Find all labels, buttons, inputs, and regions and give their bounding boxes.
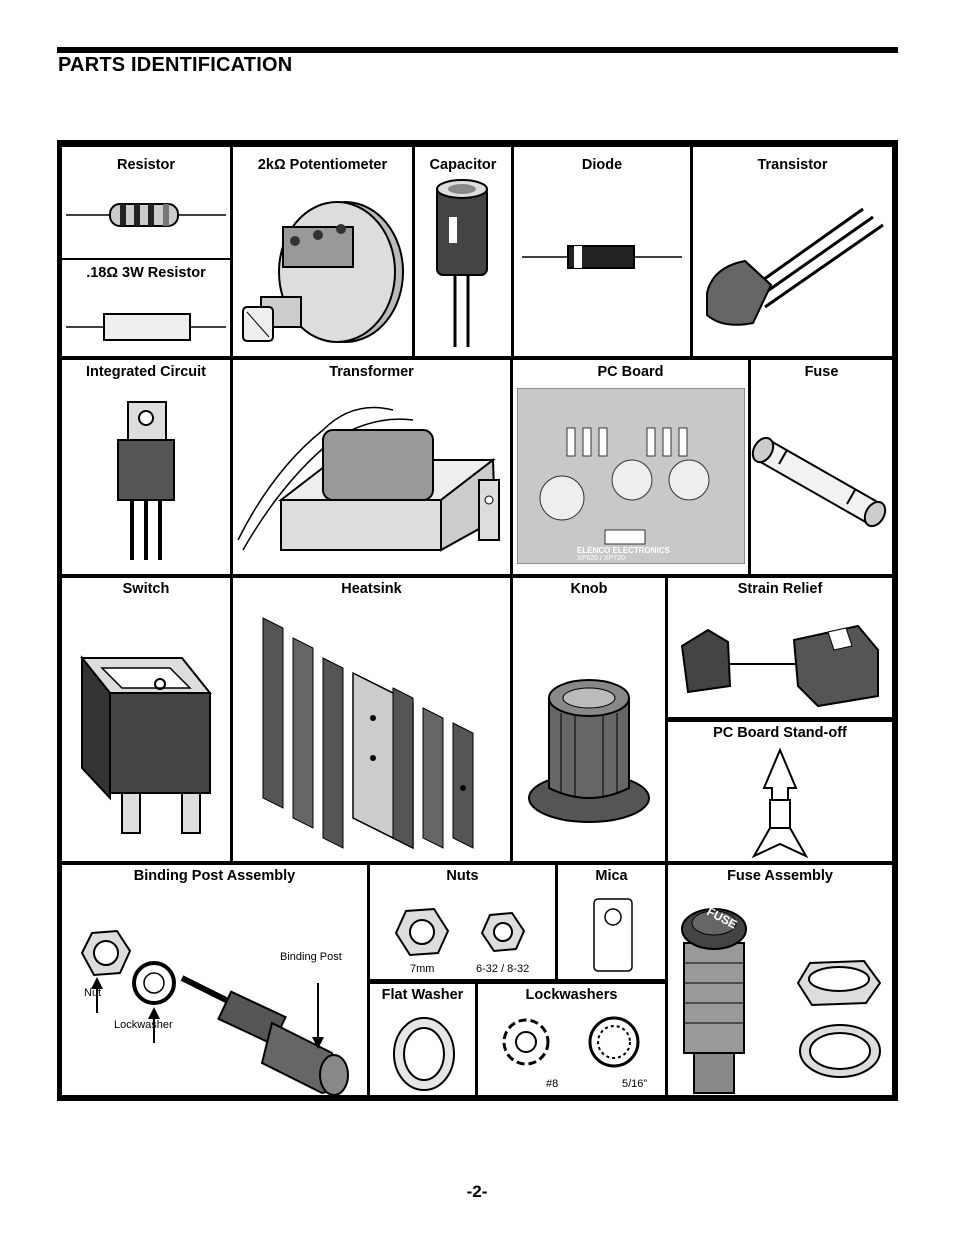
lw-516-caption: 5/16”: [622, 1078, 648, 1090]
transistor-illustration: [693, 197, 892, 356]
binding-post-illustration: [62, 893, 367, 1095]
diode-label: Diode: [581, 157, 623, 173]
potentiometer-illustration: [233, 177, 412, 356]
fuse-cap-text: FUSE: [704, 904, 740, 932]
parts-grid: [57, 140, 898, 1101]
heatsink-illustration: [253, 608, 493, 858]
standoff-label: PC Board Stand-off: [713, 725, 847, 741]
cell-transformer: [233, 360, 510, 574]
heatsink-label: Heatsink: [341, 581, 402, 597]
cell-integrated-circuit: [62, 360, 230, 574]
cell-fuse: [751, 360, 892, 574]
transistor-label: Transistor: [757, 157, 828, 173]
resistor-label: Resistor: [116, 157, 176, 173]
switch-label: Switch: [122, 581, 170, 597]
resistor-divider: [62, 258, 230, 260]
cell-knob: [513, 578, 665, 861]
knob-label: Knob: [570, 581, 608, 597]
nut-632-caption: 6-32 / 8-32: [476, 963, 530, 975]
integrated-circuit-illustration: [62, 390, 230, 574]
integrated-circuit-label: Integrated Circuit: [85, 364, 207, 380]
pcb-brand: ELENCO ELECTRONICS: [577, 546, 670, 555]
cell-fuse-assembly: [668, 865, 892, 1095]
transformer-label: Transformer: [329, 364, 414, 380]
nuts-label: Nuts: [446, 868, 479, 884]
cell-standoff: [668, 722, 892, 861]
pcb-model: XP620 / XP720: [577, 555, 625, 562]
switch-illustration: [62, 638, 230, 838]
capacitor-label: Capacitor: [429, 157, 497, 173]
page-title: PARTS IDENTIFICATION: [58, 54, 293, 76]
cell-flat-washer: [370, 984, 475, 1095]
cell-nuts: [370, 865, 555, 979]
binding-post-caption: Binding Post: [280, 951, 342, 963]
page-number: -2-: [466, 1182, 488, 1201]
transformer-illustration: [233, 390, 510, 574]
resistor-3w-label: .18Ω 3W Resistor: [86, 265, 206, 281]
strain-relief-label: Strain Relief: [737, 581, 823, 597]
mica-label: Mica: [595, 868, 628, 884]
lockwashers-illustration: [478, 1010, 665, 1070]
pc-board-illustration: [517, 388, 745, 564]
nuts-illustration: [370, 893, 555, 963]
cell-lockwashers: [478, 984, 665, 1095]
lw-8-caption: #8: [546, 1078, 559, 1090]
cell-pc-board: [513, 360, 748, 574]
nut-7mm-caption: 7mm: [410, 963, 435, 975]
mica-illustration: [588, 895, 638, 975]
potentiometer-label: 2kΩ Potentiometer: [257, 157, 388, 173]
header-rule: [57, 47, 898, 53]
capacitor-illustration: [415, 177, 511, 356]
resistor-3w-illustration: [62, 307, 230, 347]
cell-switch: [62, 578, 230, 861]
cell-potentiometer: [233, 147, 412, 356]
cell-strain-relief: [668, 578, 892, 717]
flat-washer-illustration: [370, 1010, 475, 1095]
fuse-illustration: [751, 420, 892, 530]
flat-washer-label: Flat Washer: [381, 987, 464, 1003]
cell-transistor: [693, 147, 892, 356]
diode-illustration: [514, 242, 690, 272]
lockwashers-label: Lockwashers: [525, 987, 618, 1003]
lockwasher-caption: Lockwasher: [114, 1019, 173, 1031]
pc-board-label: PC Board: [597, 364, 664, 380]
knob-illustration: [513, 658, 665, 838]
cell-resistor: [62, 147, 230, 356]
cell-mica: [558, 865, 665, 979]
cell-binding-post-assembly: [62, 865, 367, 1095]
binding-post-assembly-label: Binding Post Assembly: [133, 868, 296, 884]
standoff-illustration: [748, 748, 812, 861]
strain-relief-illustration: [668, 606, 892, 717]
cell-heatsink: [233, 578, 510, 861]
fuse-label: Fuse: [804, 364, 839, 380]
resistor-illustration: [62, 187, 230, 227]
fuse-assembly-label: Fuse Assembly: [727, 868, 833, 884]
cell-diode: [514, 147, 690, 356]
fuse-assembly-illustration: [668, 893, 892, 1095]
nut-caption: Nut: [84, 987, 102, 999]
cell-capacitor: [415, 147, 511, 356]
